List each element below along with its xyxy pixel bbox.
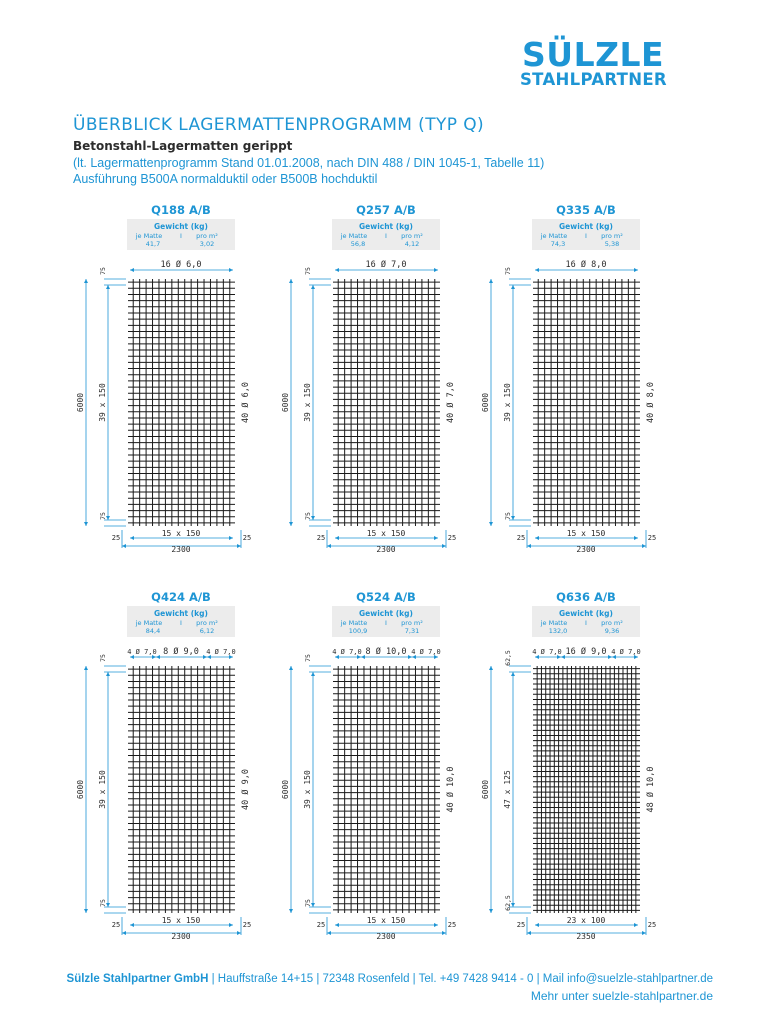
arrow-head xyxy=(489,522,493,526)
end-overhang-bottom-label: 75 xyxy=(304,512,312,520)
description-line: Ausführung B500A normalduktil oder B500B hochduktil xyxy=(73,172,378,186)
arrow-head xyxy=(642,544,646,548)
transverse-bar-label: 40 Ø 8,0 xyxy=(646,382,656,423)
arrow-head xyxy=(335,923,339,927)
arrow-head xyxy=(434,536,438,540)
bottom-spacing-label: 15 x 150 xyxy=(566,529,606,538)
weight-per-mat-label: je Matte xyxy=(340,619,368,627)
arrow-head xyxy=(289,522,293,526)
transverse-bar-label: 48 Ø 10,0 xyxy=(646,766,656,813)
arrow-head xyxy=(642,931,646,935)
end-overhang-bottom-label: 75 xyxy=(304,899,312,907)
width-label: 2300 xyxy=(576,545,596,554)
weight-per-mat-value: 74,3 xyxy=(550,240,566,248)
spacing-label: 39 x 150 xyxy=(303,770,312,809)
side-overhang-left-label: 25 xyxy=(316,921,326,929)
arrow-head xyxy=(311,672,315,676)
arrow-head xyxy=(634,923,638,927)
end-overhang-top-label: 75 xyxy=(99,654,107,662)
weight-per-m2-value: 6,12 xyxy=(199,627,215,635)
weight-per-m2-value: 9,36 xyxy=(604,627,620,635)
edge-left-label: 4 Ø 7,0 xyxy=(127,648,157,656)
edge-left-label: 4 Ø 7,0 xyxy=(332,648,362,656)
mat-title: Q636 A/B xyxy=(556,590,616,604)
arrow-head xyxy=(535,268,539,272)
weight-header: Gewicht (kg) xyxy=(154,609,208,618)
spacing-label: 39 x 150 xyxy=(503,383,512,422)
arrow-head xyxy=(634,536,638,540)
weight-per-mat-value: 100,9 xyxy=(348,627,368,635)
transverse-bar-label: 40 Ø 9,0 xyxy=(241,769,251,810)
page-subtitle: Betonstahl-Lagermatten gerippt xyxy=(73,139,293,153)
end-overhang-bottom-label: 75 xyxy=(99,899,107,907)
arrow-head xyxy=(229,268,233,272)
bottom-spacing-label: 15 x 150 xyxy=(161,529,201,538)
width-label: 2350 xyxy=(576,932,596,941)
end-overhang-top-label: 75 xyxy=(304,267,312,275)
weight-per-m2-label: pro m² xyxy=(196,619,218,627)
arrow-head xyxy=(442,931,446,935)
mat-title: Q424 A/B xyxy=(151,590,211,604)
arrow-head xyxy=(527,544,531,548)
end-overhang-top-label: 75 xyxy=(99,267,107,275)
weight-separator: I xyxy=(385,619,387,627)
arrow-head xyxy=(289,909,293,913)
weight-per-mat-label: je Matte xyxy=(540,232,568,240)
weight-per-m2-label: pro m² xyxy=(196,232,218,240)
bottom-spacing-label: 15 x 150 xyxy=(366,916,406,925)
arrow-head xyxy=(289,666,293,670)
arrow-head xyxy=(84,522,88,526)
spacing-label: 39 x 150 xyxy=(303,383,312,422)
arrow-head xyxy=(335,268,339,272)
top-bar-label: 16 Ø 9,0 xyxy=(565,647,607,657)
height-label: 6000 xyxy=(481,779,490,800)
bottom-spacing-label: 23 x 100 xyxy=(566,916,606,925)
arrow-head xyxy=(489,666,493,670)
end-overhang-top-label: 62,5 xyxy=(504,650,512,666)
weight-per-m2-label: pro m² xyxy=(601,232,623,240)
side-overhang-right-label: 25 xyxy=(447,921,457,929)
height-label: 6000 xyxy=(76,392,85,413)
arrow-head xyxy=(527,931,531,935)
arrow-head xyxy=(122,931,126,935)
arrow-head xyxy=(237,544,241,548)
top-bar-label: 16 Ø 7,0 xyxy=(365,260,407,270)
arrow-head xyxy=(237,931,241,935)
arrow-head xyxy=(434,268,438,272)
transverse-bar-label: 40 Ø 7,0 xyxy=(446,382,456,423)
arrow-head xyxy=(489,909,493,913)
arrow-head xyxy=(84,909,88,913)
width-label: 2300 xyxy=(171,545,191,554)
mat-title: Q335 A/B xyxy=(556,203,616,217)
description-line: (lt. Lagermattenprogramm Stand 01.01.2008, nach DIN 488 / DIN 1045-1, Tabelle 11) xyxy=(73,156,545,170)
arrow-head xyxy=(634,268,638,272)
height-label: 6000 xyxy=(281,392,290,413)
weight-per-m2-label: pro m² xyxy=(601,619,623,627)
edge-right-label: 4 Ø 7,0 xyxy=(611,648,641,656)
arrow-head xyxy=(489,279,493,283)
page-title: ÜBERBLICK LAGERMATTENPROGRAMM (TYP Q) xyxy=(73,115,485,135)
edge-right-label: 4 Ø 7,0 xyxy=(206,648,236,656)
arrow-head xyxy=(535,536,539,540)
arrow-head xyxy=(535,923,539,927)
logo-wordmark: SÜLZLE xyxy=(522,35,665,74)
weight-separator: I xyxy=(180,619,182,627)
footer-contact xyxy=(67,973,713,985)
side-overhang-right-label: 25 xyxy=(647,921,657,929)
weight-header: Gewicht (kg) xyxy=(154,222,208,231)
arrow-head xyxy=(327,544,331,548)
weight-separator: I xyxy=(180,232,182,240)
weight-header: Gewicht (kg) xyxy=(559,609,613,618)
arrow-head xyxy=(229,536,233,540)
spacing-label: 47 x 125 xyxy=(503,770,512,809)
weight-header: Gewicht (kg) xyxy=(359,222,413,231)
arrow-head xyxy=(229,923,233,927)
top-bar-label: 16 Ø 8,0 xyxy=(565,260,607,270)
end-overhang-top-label: 75 xyxy=(504,267,512,275)
arrow-head xyxy=(434,923,438,927)
width-label: 2300 xyxy=(376,932,396,941)
side-overhang-left-label: 25 xyxy=(316,534,326,542)
arrow-head xyxy=(289,279,293,283)
width-label: 2300 xyxy=(376,545,396,554)
weight-separator: I xyxy=(585,619,587,627)
weight-per-m2-value: 7,31 xyxy=(404,627,420,635)
footer-company: Sülzle Stahlpartner GmbH xyxy=(66,973,209,985)
side-overhang-right-label: 25 xyxy=(242,921,252,929)
arrow-head xyxy=(511,672,515,676)
transverse-bar-label: 40 Ø 6,0 xyxy=(241,382,251,423)
arrow-head xyxy=(442,544,446,548)
mat-title: Q188 A/B xyxy=(151,203,211,217)
height-label: 6000 xyxy=(281,779,290,800)
weight-header: Gewicht (kg) xyxy=(559,222,613,231)
end-overhang-bottom-label: 75 xyxy=(99,512,107,520)
weight-per-m2-value: 5,38 xyxy=(604,240,620,248)
height-label: 6000 xyxy=(76,779,85,800)
side-overhang-left-label: 25 xyxy=(516,534,526,542)
side-overhang-right-label: 25 xyxy=(242,534,252,542)
footer-address: | Hauffstraße 14+15 | 72348 Rosenfeld | Tel. +49 7428 9414 - 0 | Mail info@suelzle-stahlpartner.de xyxy=(208,973,713,985)
weight-per-m2-label: pro m² xyxy=(401,232,423,240)
side-overhang-right-label: 25 xyxy=(447,534,457,542)
bottom-spacing-label: 15 x 150 xyxy=(366,529,406,538)
top-bar-label: 8 Ø 9,0 xyxy=(163,647,199,657)
weight-separator: I xyxy=(385,232,387,240)
height-label: 6000 xyxy=(481,392,490,413)
arrow-head xyxy=(122,544,126,548)
side-overhang-left-label: 25 xyxy=(111,534,121,542)
spacing-label: 39 x 150 xyxy=(98,770,107,809)
weight-per-mat-label: je Matte xyxy=(540,619,568,627)
weight-per-mat-value: 132,0 xyxy=(548,627,568,635)
arrow-head xyxy=(130,923,134,927)
weight-separator: I xyxy=(585,232,587,240)
bottom-spacing-label: 15 x 150 xyxy=(161,916,201,925)
arrow-head xyxy=(84,279,88,283)
side-overhang-left-label: 25 xyxy=(111,921,121,929)
arrow-head xyxy=(511,285,515,289)
width-label: 2300 xyxy=(171,932,191,941)
arrow-head xyxy=(335,536,339,540)
end-overhang-bottom-label: 62,5 xyxy=(504,895,512,911)
end-overhang-top-label: 75 xyxy=(304,654,312,662)
logo-subline: STAHLPARTNER xyxy=(520,70,667,89)
arrow-head xyxy=(84,666,88,670)
weight-per-m2-label: pro m² xyxy=(401,619,423,627)
top-bar-label: 16 Ø 6,0 xyxy=(160,260,202,270)
weight-header: Gewicht (kg) xyxy=(359,609,413,618)
top-bar-label: 8 Ø 10,0 xyxy=(365,647,407,657)
weight-per-mat-label: je Matte xyxy=(135,619,163,627)
footer-website: Mehr unter suelzle-stahlpartner.de xyxy=(530,989,713,1003)
spacing-label: 39 x 150 xyxy=(98,383,107,422)
arrow-head xyxy=(327,931,331,935)
arrow-head xyxy=(106,285,110,289)
weight-per-mat-label: je Matte xyxy=(340,232,368,240)
side-overhang-left-label: 25 xyxy=(516,921,526,929)
side-overhang-right-label: 25 xyxy=(647,534,657,542)
arrow-head xyxy=(130,268,134,272)
edge-right-label: 4 Ø 7,0 xyxy=(411,648,441,656)
weight-per-mat-value: 41,7 xyxy=(145,240,161,248)
arrow-head xyxy=(130,536,134,540)
weight-per-mat-label: je Matte xyxy=(135,232,163,240)
mat-title: Q524 A/B xyxy=(356,590,416,604)
weight-per-m2-value: 3,02 xyxy=(199,240,215,248)
mat-title: Q257 A/B xyxy=(356,203,416,217)
weight-per-mat-value: 56,8 xyxy=(350,240,366,248)
arrow-head xyxy=(106,672,110,676)
edge-left-label: 4 Ø 7,0 xyxy=(532,648,562,656)
transverse-bar-label: 40 Ø 10,0 xyxy=(446,766,456,813)
arrow-head xyxy=(311,285,315,289)
weight-per-m2-value: 4,12 xyxy=(404,240,420,248)
weight-per-mat-value: 84,4 xyxy=(145,627,161,635)
end-overhang-bottom-label: 75 xyxy=(504,512,512,520)
